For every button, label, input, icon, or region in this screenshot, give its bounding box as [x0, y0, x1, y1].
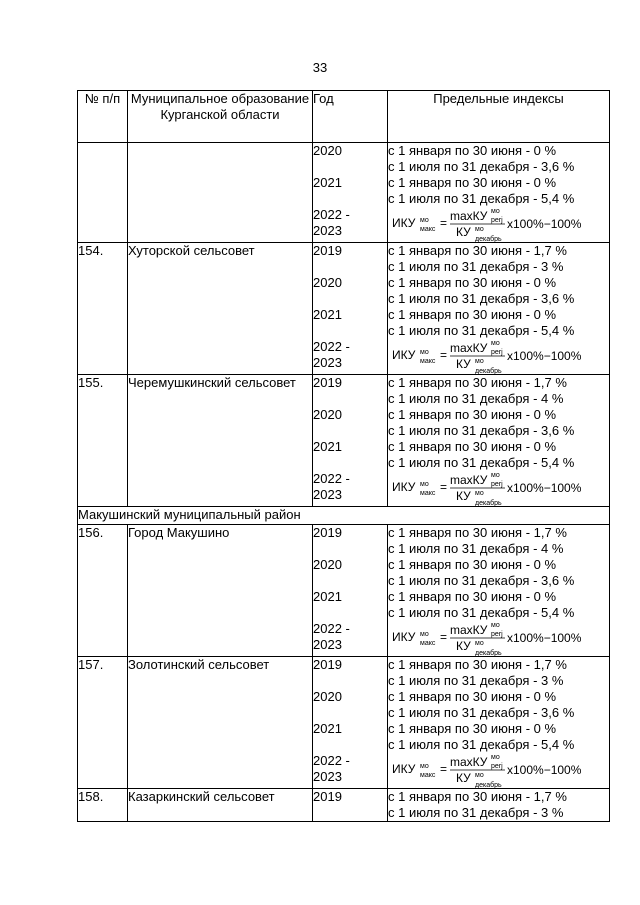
formula-numerator-sup: мо: [491, 208, 500, 215]
index-line: с 1 января по 30 июня - 0 %: [388, 439, 557, 454]
year-value: 2020: [313, 407, 342, 422]
formula-numerator: maxКУ: [450, 623, 488, 637]
index-formula: [388, 339, 600, 374]
formula-numerator-sup: мо: [491, 622, 500, 629]
index-line: с 1 января по 30 июня - 0 %: [388, 175, 557, 190]
table-row: [78, 525, 610, 657]
index-line: с 1 июля по 31 декабря - 3,6 %: [388, 159, 575, 174]
index-line: с 1 июля по 31 декабря - 4 %: [388, 541, 564, 556]
municipality-name: Хуторской сельсовет: [128, 243, 313, 375]
year-value: [313, 673, 387, 689]
index-cell: [388, 657, 610, 789]
year-value: 2019: [313, 243, 342, 258]
formula-lhs-sub: макс: [420, 772, 436, 779]
table-row: [78, 789, 610, 822]
year-value: 2022 - 2023: [313, 339, 350, 370]
formula-numerator-sub: perj: [491, 763, 503, 770]
formula-lhs-sub: макс: [420, 358, 436, 365]
row-number: 158.: [78, 789, 128, 822]
index-line: с 1 января по 30 июня - 0 %: [388, 407, 557, 422]
year-cell: [313, 143, 388, 243]
index-cell: [388, 789, 610, 822]
index-line: с 1 июля по 31 декабря - 5,4 %: [388, 455, 575, 470]
formula-denominator-sub: декабрь: [475, 368, 502, 374]
year-value: [313, 573, 387, 589]
year-value: [313, 737, 387, 753]
index-line: с 1 июля по 31 декабря - 5,4 %: [388, 323, 575, 338]
formula-lhs: ИКУ: [392, 762, 416, 776]
index-line: с 1 января по 30 июня - 1,7 %: [388, 243, 567, 258]
formula-numerator-sup: мо: [491, 472, 500, 479]
year-value: [313, 541, 387, 557]
table-header-row: [78, 91, 610, 143]
year-value: 2020: [313, 557, 342, 572]
index-line: с 1 января по 30 июня - 0 %: [388, 143, 557, 158]
formula-tail: x100%−100%: [507, 481, 582, 495]
year-value: 2021: [313, 439, 342, 454]
index-cell: [388, 375, 610, 507]
formula-equals: =: [440, 630, 448, 644]
index-line: с 1 января по 30 июня - 0 %: [388, 589, 557, 604]
index-line: с 1 января по 30 июня - 1,7 %: [388, 657, 567, 672]
formula-numerator-sub: perj: [491, 217, 503, 224]
municipality-name: Казаркинский сельсовет: [128, 789, 313, 822]
index-line: с 1 июля по 31 декабря - 3,6 %: [388, 291, 575, 306]
row-number: 157.: [78, 657, 128, 789]
year-value: 2019: [313, 525, 342, 540]
formula-denominator-sup: мо: [475, 226, 484, 233]
index-line: с 1 января по 30 июня - 0 %: [388, 721, 557, 736]
formula-equals: =: [440, 480, 448, 494]
formula-equals: =: [440, 348, 448, 362]
header-municipality: Муниципальное образование Курганской области: [128, 91, 313, 143]
district-row: [78, 507, 610, 525]
index-line: с 1 июля по 31 декабря - 3,6 %: [388, 423, 575, 438]
year-value: [313, 455, 387, 471]
year-value: [313, 391, 387, 407]
index-line: с 1 января по 30 июня - 0 %: [388, 307, 557, 322]
year-value: 2022 - 2023: [313, 471, 350, 502]
index-line: с 1 января по 30 июня - 0 %: [388, 557, 557, 572]
table-row: [78, 657, 610, 789]
formula-denominator-sub: декабрь: [475, 500, 502, 506]
header-indices: Предельные индексы: [388, 91, 610, 143]
formula-tail: x100%−100%: [507, 763, 582, 777]
year-value: 2021: [313, 175, 342, 190]
formula-denominator-sub: декабрь: [475, 782, 502, 788]
formula-wrap: [388, 339, 609, 374]
year-cell: [313, 243, 388, 375]
row-number: 154.: [78, 243, 128, 375]
municipality-name: Золотинский сельсовет: [128, 657, 313, 789]
formula-numerator-sub: perj: [491, 631, 503, 638]
formula-lhs-sub: макс: [420, 226, 436, 233]
formula-tail: x100%−100%: [507, 631, 582, 645]
formula-lhs-sup: мо: [420, 217, 429, 224]
index-line: с 1 июля по 31 декабря - 3 %: [388, 805, 564, 820]
formula-lhs-sup: мо: [420, 349, 429, 356]
formula-wrap: [388, 621, 609, 656]
index-line: с 1 июля по 31 декабря - 5,4 %: [388, 191, 575, 206]
formula-lhs-sub: макс: [420, 490, 436, 497]
year-value: 2020: [313, 689, 342, 704]
formula-numerator: maxКУ: [450, 341, 488, 355]
index-line: с 1 января по 30 июня - 0 %: [388, 689, 557, 704]
table-row: [78, 143, 610, 243]
page-number: 33: [312, 60, 328, 75]
index-cell: [388, 525, 610, 657]
formula-lhs: ИКУ: [392, 480, 416, 494]
year-value: [313, 291, 387, 307]
formula-denominator: КУ: [456, 357, 471, 371]
formula-denominator-sub: декабрь: [475, 650, 502, 656]
formula-equals: =: [440, 216, 448, 230]
formula-lhs-sub: макс: [420, 640, 436, 647]
row-number: [78, 143, 128, 243]
formula-wrap: [388, 471, 609, 506]
header-num: № п/п: [78, 91, 128, 143]
year-value: 2021: [313, 721, 342, 736]
formula-equals: =: [440, 762, 448, 776]
formula-denominator: КУ: [456, 225, 471, 239]
formula-lhs: ИКУ: [392, 630, 416, 644]
year-value: 2022 - 2023: [313, 621, 350, 652]
formula-lhs: ИКУ: [392, 348, 416, 362]
year-value: [313, 423, 387, 439]
index-line: с 1 января по 30 июня - 0 %: [388, 275, 557, 290]
row-number: 155.: [78, 375, 128, 507]
index-line: с 1 июля по 31 декабря - 3 %: [388, 259, 564, 274]
table-body: [78, 143, 610, 822]
index-line: с 1 июля по 31 декабря - 4 %: [388, 391, 564, 406]
year-value: 2022 - 2023: [313, 753, 350, 784]
index-cell: [388, 243, 610, 375]
municipality-name: [128, 143, 313, 243]
index-formula: [388, 621, 600, 656]
table-row: [78, 243, 610, 375]
index-formula: [388, 753, 600, 788]
year-cell: [313, 657, 388, 789]
formula-wrap: [388, 753, 609, 788]
year-cell: [313, 375, 388, 507]
index-cell: [388, 143, 610, 243]
formula-tail: x100%−100%: [507, 349, 582, 363]
year-value: [313, 605, 387, 621]
year-value: 2021: [313, 589, 342, 604]
formula-numerator-sup: мо: [491, 340, 500, 347]
formula-numerator: maxКУ: [450, 209, 488, 223]
index-line: с 1 июля по 31 декабря - 3 %: [388, 673, 564, 688]
year-value: 2021: [313, 307, 342, 322]
formula-denominator-sup: мо: [475, 640, 484, 647]
index-line: с 1 июля по 31 декабря - 5,4 %: [388, 605, 575, 620]
year-value: 2020: [313, 275, 342, 290]
formula-lhs-sup: мо: [420, 763, 429, 770]
formula-lhs-sup: мо: [420, 481, 429, 488]
year-value: 2019: [313, 375, 342, 390]
formula-numerator: maxКУ: [450, 755, 488, 769]
formula-wrap: [388, 207, 609, 242]
index-formula: [388, 471, 600, 506]
formula-denominator-sup: мо: [475, 490, 484, 497]
index-line: с 1 января по 30 июня - 1,7 %: [388, 789, 567, 804]
formula-lhs: ИКУ: [392, 216, 416, 230]
year-value: [313, 705, 387, 721]
index-line: с 1 января по 30 июня - 1,7 %: [388, 375, 567, 390]
formula-numerator: maxКУ: [450, 473, 488, 487]
index-line: с 1 июля по 31 декабря - 3,6 %: [388, 705, 575, 720]
year-value: 2019: [313, 657, 342, 672]
municipality-name: Черемушкинский сельсовет: [128, 375, 313, 507]
formula-tail: x100%−100%: [507, 217, 582, 231]
formula-numerator-sub: perj: [491, 481, 503, 488]
formula-denominator-sub: декабрь: [475, 236, 502, 242]
formula-numerator-sub: perj: [491, 349, 503, 356]
index-formula: [388, 207, 600, 242]
year-cell: [313, 525, 388, 657]
year-value: [313, 259, 387, 275]
formula-denominator: КУ: [456, 489, 471, 503]
year-value: [313, 323, 387, 339]
year-value: [313, 191, 387, 207]
municipality-name: Город Макушино: [128, 525, 313, 657]
district-name: Макушинский муниципальный район: [78, 507, 610, 525]
year-value: 2022 - 2023: [313, 207, 350, 238]
row-number: 156.: [78, 525, 128, 657]
index-line: с 1 июля по 31 декабря - 5,4 %: [388, 737, 575, 752]
index-line: с 1 января по 30 июня - 1,7 %: [388, 525, 567, 540]
formula-lhs-sup: мо: [420, 631, 429, 638]
formula-numerator-sup: мо: [491, 754, 500, 761]
year-cell: [313, 789, 388, 822]
formula-denominator: КУ: [456, 639, 471, 653]
year-value: [313, 159, 387, 175]
tariff-index-table: [77, 90, 610, 822]
index-line: с 1 июля по 31 декабря - 3,6 %: [388, 573, 575, 588]
formula-denominator-sup: мо: [475, 358, 484, 365]
formula-denominator: КУ: [456, 771, 471, 785]
year-value: 2020: [313, 143, 342, 158]
table-row: [78, 375, 610, 507]
header-year: Год: [313, 91, 388, 143]
year-value: 2019: [313, 789, 342, 804]
formula-denominator-sup: мо: [475, 772, 484, 779]
